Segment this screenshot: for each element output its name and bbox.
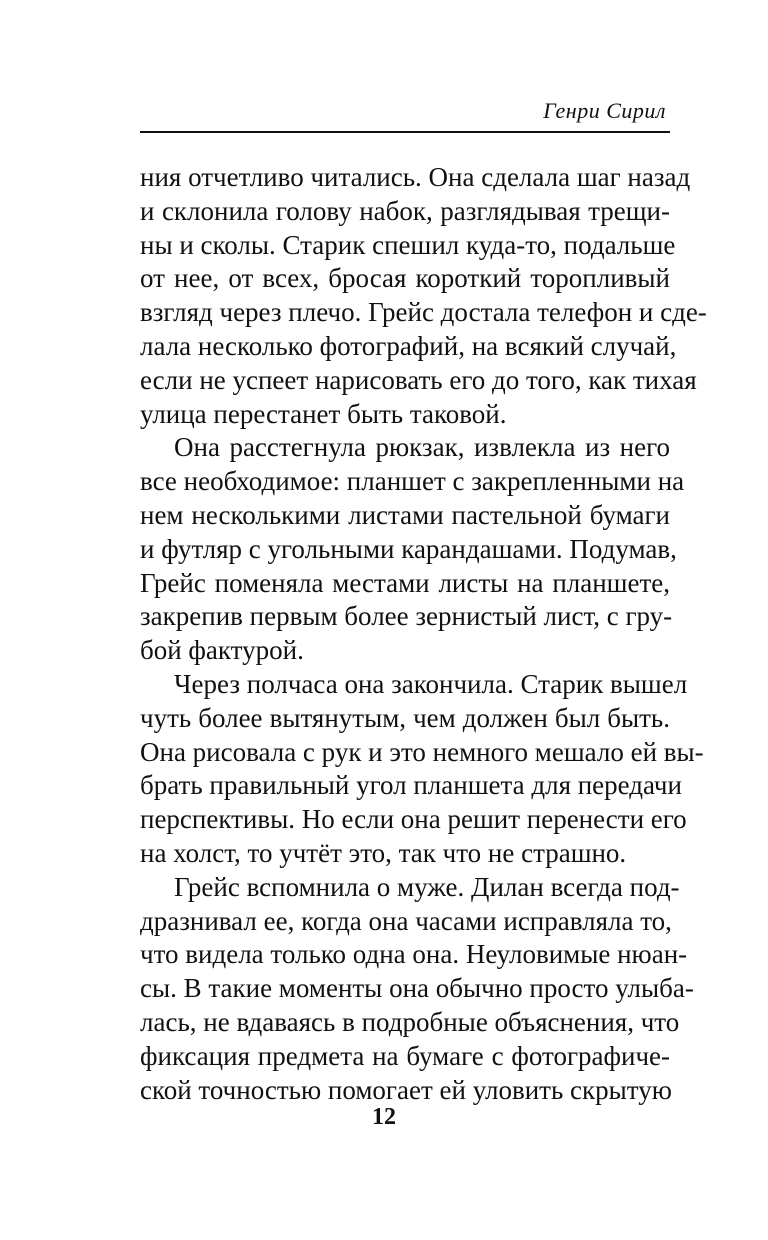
text-line: ния отчетливо читались. Она сделала шаг назад [140, 162, 691, 192]
text-line: лала несколько фотографий, на всякий случай, [140, 330, 677, 361]
text-line: улица перестанет быть таковой. [140, 398, 507, 429]
text-line: закрепив первым более зернистый лист, с гру- [140, 601, 673, 632]
text-line: Она расстегнула рюкзак, извлекла из него [174, 432, 670, 463]
body-text [140, 161, 707, 1107]
text-line: фиксация предмета на бумаге с фотографиче- [140, 1040, 670, 1071]
running-head-author: Генри Сирил [543, 98, 666, 123]
text-line: и склонила голову набок, разглядывая трещи- [140, 195, 670, 226]
text-line: на холст, то учтёт это, так что не страшно. [140, 837, 627, 868]
text-line: взгляд через плечо. Грейс достала телефон и сде- [140, 297, 707, 328]
text-line: Грейс вспомнила о муже. Дилан всегда под- [174, 871, 680, 902]
text-line: что видела только одна она. Неуловимые нюан- [140, 939, 688, 970]
text-line: брать правильный угол планшета для передачи [140, 770, 682, 801]
text-line: дразнивал ее, когда она часами исправляла то, [140, 905, 672, 936]
text-line: если не успеет нарисовать его до того, как тихая [140, 364, 697, 395]
paragraph-4 [140, 871, 694, 1108]
text-line: Через полчаса она закончила. Старик вышел [174, 668, 688, 699]
page-number: 12 [372, 1104, 396, 1130]
paragraph-2 [140, 431, 685, 668]
text-line: чуть более вытянутым, чем должен был быть. [140, 702, 670, 733]
text-line: Она рисовала с рук и это немного мешало ей вы- [140, 736, 704, 767]
header-rule [140, 131, 670, 133]
text-line: сы. В такие моменты она обычно просто улыба- [140, 973, 694, 1004]
text-line: и футляр с угольными карандашами. Подумав, [140, 533, 677, 564]
text-line: ской точностью помогает ей уловить скрытую [140, 1074, 672, 1105]
text-line: нем несколькими листами пастельной бумаги [140, 499, 670, 530]
text-line: перспективы. Но если она решит перенести его [140, 804, 687, 835]
text-line: все необходимое: планшет с закрепленными на [140, 466, 685, 497]
text-line: Грейс поменяла местами листы на планшете, [140, 567, 670, 598]
text-line: ны и сколы. Старик спешил куда-то, подальше [140, 229, 676, 260]
paragraph-3 [140, 668, 704, 871]
text-line: лась, не вдаваясь в подробные объяснения, что [140, 1006, 680, 1037]
paragraph-1 [140, 161, 707, 431]
text-line: бой фактурой. [140, 635, 304, 666]
text-line: от нее, от всех, бросая короткий торопливый [140, 263, 670, 294]
